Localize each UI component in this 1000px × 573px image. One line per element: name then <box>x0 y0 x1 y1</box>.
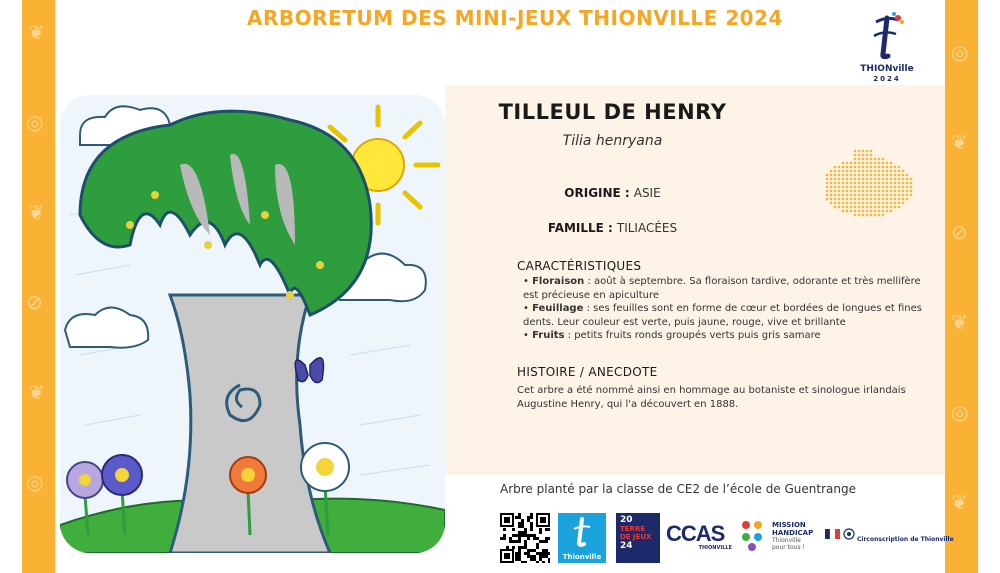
ccas-logo <box>666 521 732 561</box>
characteristics-list <box>517 275 937 343</box>
academy-seal-icon <box>843 528 855 542</box>
characteristic-text: : ses feuilles sont en forme de cœur et bordées de longues et fines dents. Leur couleur est verte, puis jaune, rouge, vive et brillante <box>523 303 922 328</box>
history-text: Cet arbre a été nommé ainsi en hommage au botaniste et sinologue irlandais Augustine Henry, qui l'a découvert en 1888. <box>517 385 906 410</box>
characteristics-heading: CARACTÉRISTIQUES <box>517 259 642 273</box>
planted-by-text: Arbre planté par la classe de CE2 de l’école de Guentrange <box>500 482 856 496</box>
tree-drawing <box>60 95 445 553</box>
tree-drawing-illustration <box>60 95 445 553</box>
ball-doodle-icon: ◎ <box>951 40 969 64</box>
origin-line <box>445 186 780 200</box>
thionville-2024-logo <box>852 8 922 84</box>
characteristic-text: : août à septembre. Sa floraison tardive, odorante et très mellifère est précieuse en apiculture <box>523 276 921 301</box>
left-border-strip <box>22 0 55 573</box>
tree-name: TILLEUL DE HENRY <box>498 100 727 124</box>
right-margin <box>978 0 1000 573</box>
mission-sub: Thionville <box>772 537 801 544</box>
leaf-doodle-icon: ❦ <box>951 490 968 514</box>
thionville-logo-year: 2024 <box>873 75 901 83</box>
people-icon <box>738 519 770 553</box>
mission-handicap-logo <box>738 519 818 559</box>
mission-line: HANDICAP <box>772 529 814 537</box>
racket-doodle-icon: ⊘ <box>26 290 43 314</box>
leaf-doodle-icon: ❦ <box>951 130 968 154</box>
sponsor-logos <box>500 513 954 565</box>
list-item: • Floraison : août à septembre. Sa floraison tardive, odorante et très mellifère est précieuse en apiculture <box>523 276 921 301</box>
page-title: ARBORETUM DES MINI-JEUX THIONVILLE 2024 <box>247 6 783 30</box>
tree-info-card <box>445 85 945 475</box>
characteristic-label: Feuillage <box>532 303 584 314</box>
origin-label: ORIGINE : <box>564 186 630 200</box>
thionville-logo-label: Thionville <box>562 553 602 561</box>
ccas-logo-text: CCAS <box>666 521 725 546</box>
mission-sub: pour tous ! <box>772 544 805 551</box>
characteristic-label: Fruits <box>532 330 565 341</box>
family-value: TILIACÉES <box>616 221 678 235</box>
french-flag-icon <box>825 529 841 543</box>
asia-map-icon <box>813 147 913 229</box>
circonscription-text: Circonscription de Thionville <box>857 536 954 543</box>
ball-doodle-icon: ◎ <box>951 400 969 424</box>
leaf-doodle-icon: ❦ <box>28 20 45 44</box>
characteristic-text: : petits fruits ronds groupés verts puis gris samare <box>564 330 821 341</box>
tdj-line: DE JEUX <box>620 533 652 541</box>
ccas-logo-sub: THIONVILLE <box>698 545 732 551</box>
left-margin <box>0 0 22 573</box>
leaf-doodle-icon: ❦ <box>951 310 968 334</box>
thionville-t-icon <box>852 8 922 64</box>
leaf-doodle-icon: ❦ <box>28 380 45 404</box>
leaf-doodle-icon: ❦ <box>28 200 45 224</box>
terre-de-jeux-logo <box>616 513 660 563</box>
origin-value: ASIE <box>633 186 661 200</box>
thionville-t-icon <box>558 513 606 549</box>
family-label: FAMILLE : <box>547 221 613 235</box>
list-item: • Feuillage : ses feuilles sont en forme de cœur et bordées de longues et fines dents. Leur couleur est verte, puis jaune, rouge, vive et brillante <box>523 303 922 328</box>
characteristic-label: Floraison <box>532 276 585 287</box>
tree-latin-name: Tilia henryana <box>562 133 663 149</box>
tdj-line: 24 <box>620 541 633 551</box>
mission-handicap-text <box>772 521 813 551</box>
ball-doodle-icon: ◎ <box>26 110 44 134</box>
racket-doodle-icon: ⊘ <box>951 220 968 244</box>
thionville-logo-word: THIONville <box>860 64 914 74</box>
history-heading: HISTOIRE / ANECDOTE <box>517 365 658 379</box>
family-line <box>445 221 780 235</box>
mission-line: MISSION <box>772 521 806 529</box>
ball-doodle-icon: ◎ <box>26 470 44 494</box>
circonscription-logo <box>825 527 954 555</box>
list-item: • Fruits : petits fruits ronds groupés verts puis gris samare <box>523 330 821 341</box>
tdj-line: 20 <box>620 515 633 525</box>
thionville-logo <box>558 513 606 563</box>
tdj-line: TERRE <box>620 525 646 533</box>
qr-code-icon <box>500 513 550 563</box>
right-border-strip <box>945 0 978 573</box>
